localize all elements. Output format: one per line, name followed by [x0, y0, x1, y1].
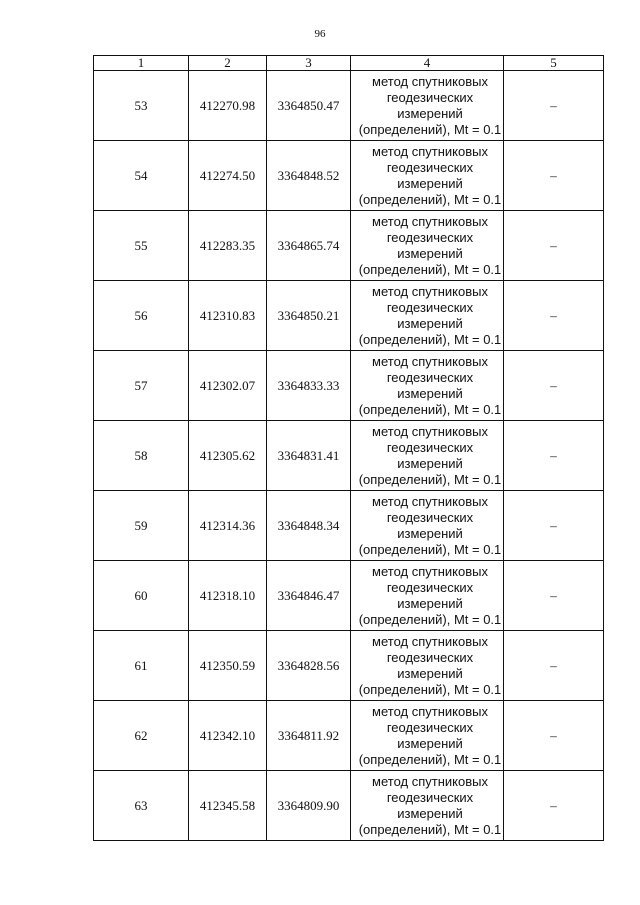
method-line: геодезических	[386, 579, 474, 595]
x-coordinate-cell: 412274.50	[189, 141, 267, 211]
method-cell	[351, 71, 504, 141]
method-line: (определений), Mt = 0.1	[358, 121, 502, 137]
method-line: измерений	[397, 595, 463, 611]
y-coordinate-cell: 3364850.21	[267, 281, 351, 351]
method-line: (определений), Mt = 0.1	[358, 401, 502, 417]
method-line: (определений), Mt = 0.1	[358, 331, 502, 347]
point-number-cell: 54	[94, 141, 189, 211]
column-header-4: 4	[351, 56, 504, 71]
method-line: метод спутниковых	[372, 633, 488, 649]
point-number-cell: 53	[94, 71, 189, 141]
method-line: геодезических	[386, 369, 474, 385]
method-line: (определений), Mt = 0.1	[358, 751, 502, 767]
method-line: геодезических	[386, 229, 474, 245]
y-coordinate-cell: 3364831.41	[267, 421, 351, 491]
method-cell	[351, 141, 504, 211]
method-cell	[351, 421, 504, 491]
method-line: измерений	[397, 455, 463, 471]
method-line: геодезических	[386, 159, 474, 175]
column-header-5: 5	[504, 56, 604, 71]
method-line: геодезических	[386, 299, 474, 315]
method-cell	[351, 701, 504, 771]
table-row	[94, 351, 604, 421]
point-number-cell: 55	[94, 211, 189, 281]
x-coordinate-cell: 412270.98	[189, 71, 267, 141]
method-cell	[351, 491, 504, 561]
table-row	[94, 141, 604, 211]
table-row	[94, 421, 604, 491]
method-line: геодезических	[386, 439, 474, 455]
coordinates-table	[93, 55, 604, 841]
method-line: метод спутниковых	[372, 283, 488, 299]
table-row	[94, 771, 604, 841]
method-cell	[351, 281, 504, 351]
note-cell: –	[504, 561, 604, 631]
note-cell: –	[504, 701, 604, 771]
table-row	[94, 701, 604, 771]
x-coordinate-cell: 412350.59	[189, 631, 267, 701]
method-line: измерений	[397, 175, 463, 191]
method-line: геодезических	[386, 719, 474, 735]
method-line: метод спутниковых	[372, 423, 488, 439]
method-cell	[351, 561, 504, 631]
x-coordinate-cell: 412342.10	[189, 701, 267, 771]
method-line: измерений	[397, 385, 463, 401]
y-coordinate-cell: 3364848.52	[267, 141, 351, 211]
method-line: геодезических	[386, 89, 474, 105]
method-line: метод спутниковых	[372, 703, 488, 719]
note-cell: –	[504, 491, 604, 561]
method-cell	[351, 631, 504, 701]
y-coordinate-cell: 3364809.90	[267, 771, 351, 841]
method-line: измерений	[397, 735, 463, 751]
y-coordinate-cell: 3364833.33	[267, 351, 351, 421]
method-line: измерений	[397, 805, 463, 821]
point-number-cell: 58	[94, 421, 189, 491]
method-line: (определений), Mt = 0.1	[358, 611, 502, 627]
method-line: измерений	[397, 315, 463, 331]
method-line: (определений), Mt = 0.1	[358, 821, 502, 837]
x-coordinate-cell: 412283.35	[189, 211, 267, 281]
point-number-cell: 63	[94, 771, 189, 841]
table-row	[94, 71, 604, 141]
x-coordinate-cell: 412305.62	[189, 421, 267, 491]
table-row	[94, 211, 604, 281]
note-cell: –	[504, 281, 604, 351]
method-line: измерений	[397, 105, 463, 121]
method-line: метод спутниковых	[372, 493, 488, 509]
method-cell	[351, 771, 504, 841]
note-cell: –	[504, 421, 604, 491]
x-coordinate-cell: 412310.83	[189, 281, 267, 351]
note-cell: –	[504, 71, 604, 141]
x-coordinate-cell: 412345.58	[189, 771, 267, 841]
y-coordinate-cell: 3364846.47	[267, 561, 351, 631]
note-cell: –	[504, 631, 604, 701]
table-row	[94, 631, 604, 701]
column-header-3: 3	[267, 56, 351, 71]
method-line: (определений), Mt = 0.1	[358, 261, 502, 277]
method-line: измерений	[397, 245, 463, 261]
x-coordinate-cell: 412302.07	[189, 351, 267, 421]
point-number-cell: 60	[94, 561, 189, 631]
table-row	[94, 561, 604, 631]
method-line: метод спутниковых	[372, 213, 488, 229]
method-line: (определений), Mt = 0.1	[358, 191, 502, 207]
method-cell	[351, 211, 504, 281]
note-cell: –	[504, 351, 604, 421]
table-row	[94, 491, 604, 561]
y-coordinate-cell: 3364828.56	[267, 631, 351, 701]
note-cell: –	[504, 141, 604, 211]
column-header-2: 2	[189, 56, 267, 71]
method-line: (определений), Mt = 0.1	[358, 681, 502, 697]
y-coordinate-cell: 3364811.92	[267, 701, 351, 771]
method-line: геодезических	[386, 509, 474, 525]
note-cell: –	[504, 211, 604, 281]
method-line: измерений	[397, 665, 463, 681]
point-number-cell: 59	[94, 491, 189, 561]
x-coordinate-cell: 412318.10	[189, 561, 267, 631]
note-cell: –	[504, 771, 604, 841]
method-line: геодезических	[386, 649, 474, 665]
table-row	[94, 281, 604, 351]
point-number-cell: 61	[94, 631, 189, 701]
page-number: 96	[314, 28, 326, 40]
method-line: метод спутниковых	[372, 773, 488, 789]
method-line: метод спутниковых	[372, 563, 488, 579]
method-line: метод спутниковых	[372, 143, 488, 159]
column-header-1: 1	[94, 56, 189, 71]
y-coordinate-cell: 3364865.74	[267, 211, 351, 281]
y-coordinate-cell: 3364850.47	[267, 71, 351, 141]
point-number-cell: 57	[94, 351, 189, 421]
method-cell	[351, 351, 504, 421]
y-coordinate-cell: 3364848.34	[267, 491, 351, 561]
header-row	[94, 56, 604, 71]
method-line: (определений), Mt = 0.1	[358, 541, 502, 557]
method-line: метод спутниковых	[372, 73, 488, 89]
method-line: геодезических	[386, 789, 474, 805]
point-number-cell: 56	[94, 281, 189, 351]
method-line: метод спутниковых	[372, 353, 488, 369]
x-coordinate-cell: 412314.36	[189, 491, 267, 561]
method-line: (определений), Mt = 0.1	[358, 471, 502, 487]
point-number-cell: 62	[94, 701, 189, 771]
method-line: измерений	[397, 525, 463, 541]
